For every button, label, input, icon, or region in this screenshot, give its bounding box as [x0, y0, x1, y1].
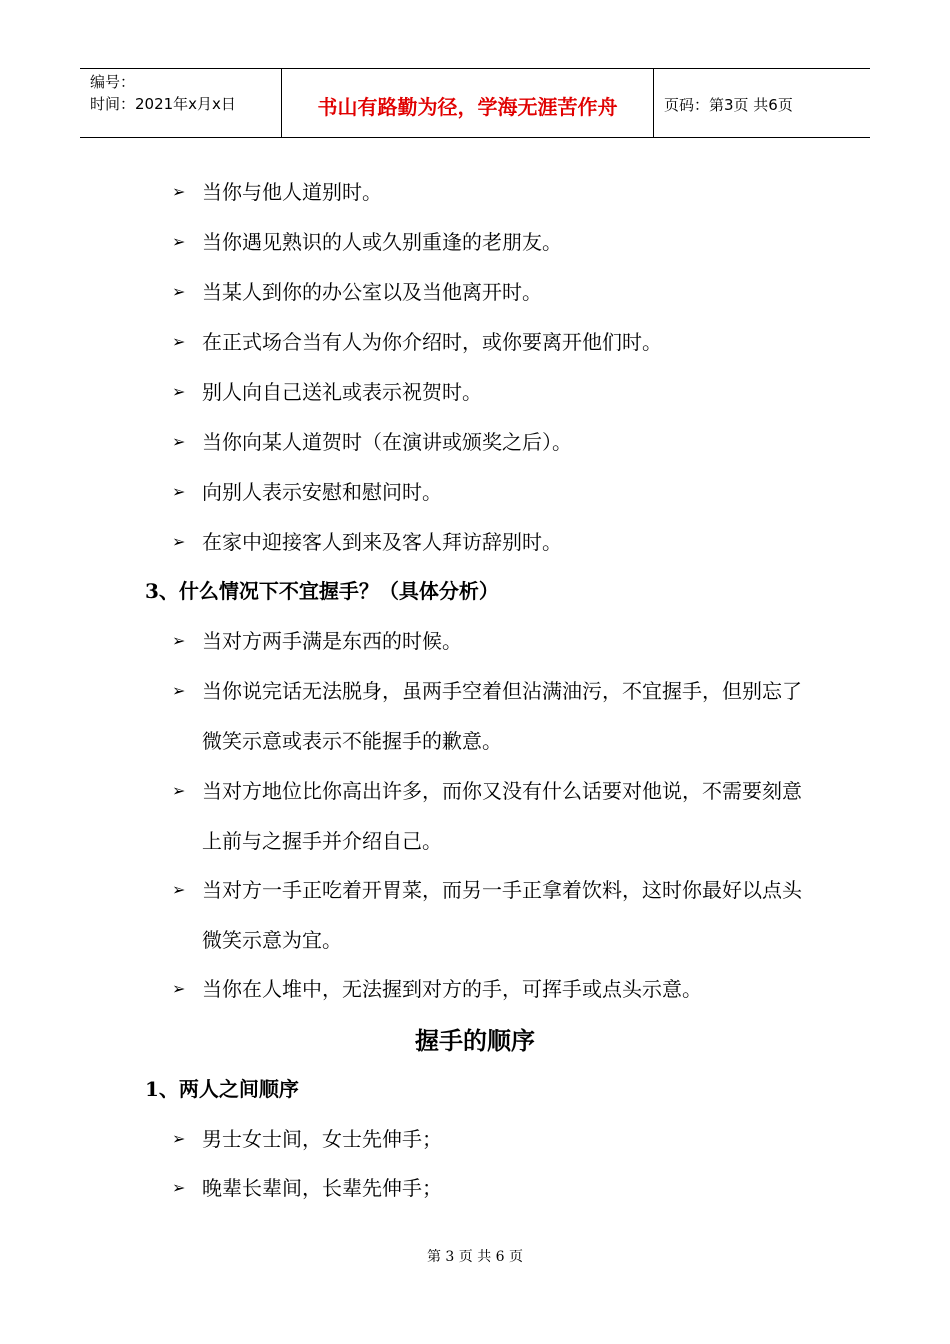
list-item: ➢ 当对方一手正吃着开胃菜，而另一手正拿着饮料，这时你最好以点头微笑示意为宜。: [172, 865, 812, 965]
arrow-bullet-icon: ➢: [172, 979, 186, 998]
number-label: 编号：: [90, 73, 136, 91]
arrow-bullet-icon: ➢: [172, 182, 186, 201]
list-item: ➢ 当你向某人道贺时（在演讲或颁奖之后）。: [172, 417, 812, 467]
arrow-bullet-icon: ➢: [172, 532, 186, 551]
arrow-bullet-icon: ➢: [172, 880, 186, 899]
list-item: ➢ 别人向自己送礼或表示祝贺时。: [172, 367, 812, 417]
arrow-bullet-icon: ➢: [172, 382, 186, 401]
list-item: ➢ 当你遇见熟识的人或久别重逢的老朋友。: [172, 217, 812, 267]
list-item: ➢ 在家中迎接客人到来及客人拜访辞别时。: [172, 517, 812, 567]
arrow-bullet-icon: ➢: [172, 332, 186, 351]
arrow-bullet-icon: ➢: [172, 681, 186, 700]
arrow-bullet-icon: ➢: [172, 1178, 186, 1197]
list-item: ➢ 晚辈长辈间，长辈先伸手；: [172, 1163, 812, 1213]
list-item: ➢ 在正式场合当有人为你介绍时，或你要离开他们时。: [172, 317, 812, 367]
arrow-bullet-icon: ➢: [172, 432, 186, 451]
header-page-info: 页码：第3页 共6页: [664, 95, 793, 114]
arrow-bullet-icon: ➢: [172, 482, 186, 501]
list-item: ➢ 当你说完话无法脱身，虽两手空着但沾满油污，不宜握手，但别忘了微笑示意或表示不能握手的歉意。: [172, 666, 812, 766]
list-item: ➢ 向别人表示安慰和慰问时。: [172, 467, 812, 517]
section-title: 握手的顺序: [415, 1026, 535, 1055]
list-item: ➢ 当你与他人道别时。: [172, 167, 812, 217]
arrow-bullet-icon: ➢: [172, 781, 186, 800]
heading-3: 3、什么情况下不宜握手？（具体分析）: [145, 579, 499, 603]
arrow-bullet-icon: ➢: [172, 282, 186, 301]
list-item: ➢ 当对方两手满是东西的时候。: [172, 616, 812, 666]
list-item: ➢ 当你在人堆中，无法握到对方的手，可挥手或点头示意。: [172, 964, 812, 1014]
arrow-bullet-icon: ➢: [172, 1129, 186, 1148]
arrow-bullet-icon: ➢: [172, 631, 186, 650]
header-motto: 书山有路勤为径，学海无涯苦作舟: [282, 69, 654, 137]
heading-1: 1、两人之间顺序: [145, 1077, 299, 1101]
page-footer: 第 3 页 共 6 页: [426, 1249, 524, 1265]
document-header: [80, 68, 870, 138]
list-item: ➢ 当某人到你的办公室以及当他离开时。: [172, 267, 812, 317]
header-meta: [80, 69, 282, 137]
list-item: ➢ 当对方地位比你高出许多，而你又没有什么话要对他说，不需要刻意上前与之握手并介绍自己。: [172, 766, 812, 866]
arrow-bullet-icon: ➢: [172, 232, 186, 251]
time-label: 时间：2021年x月x日: [90, 95, 236, 113]
list-item: ➢ 男士女士间，女士先伸手；: [172, 1114, 812, 1164]
